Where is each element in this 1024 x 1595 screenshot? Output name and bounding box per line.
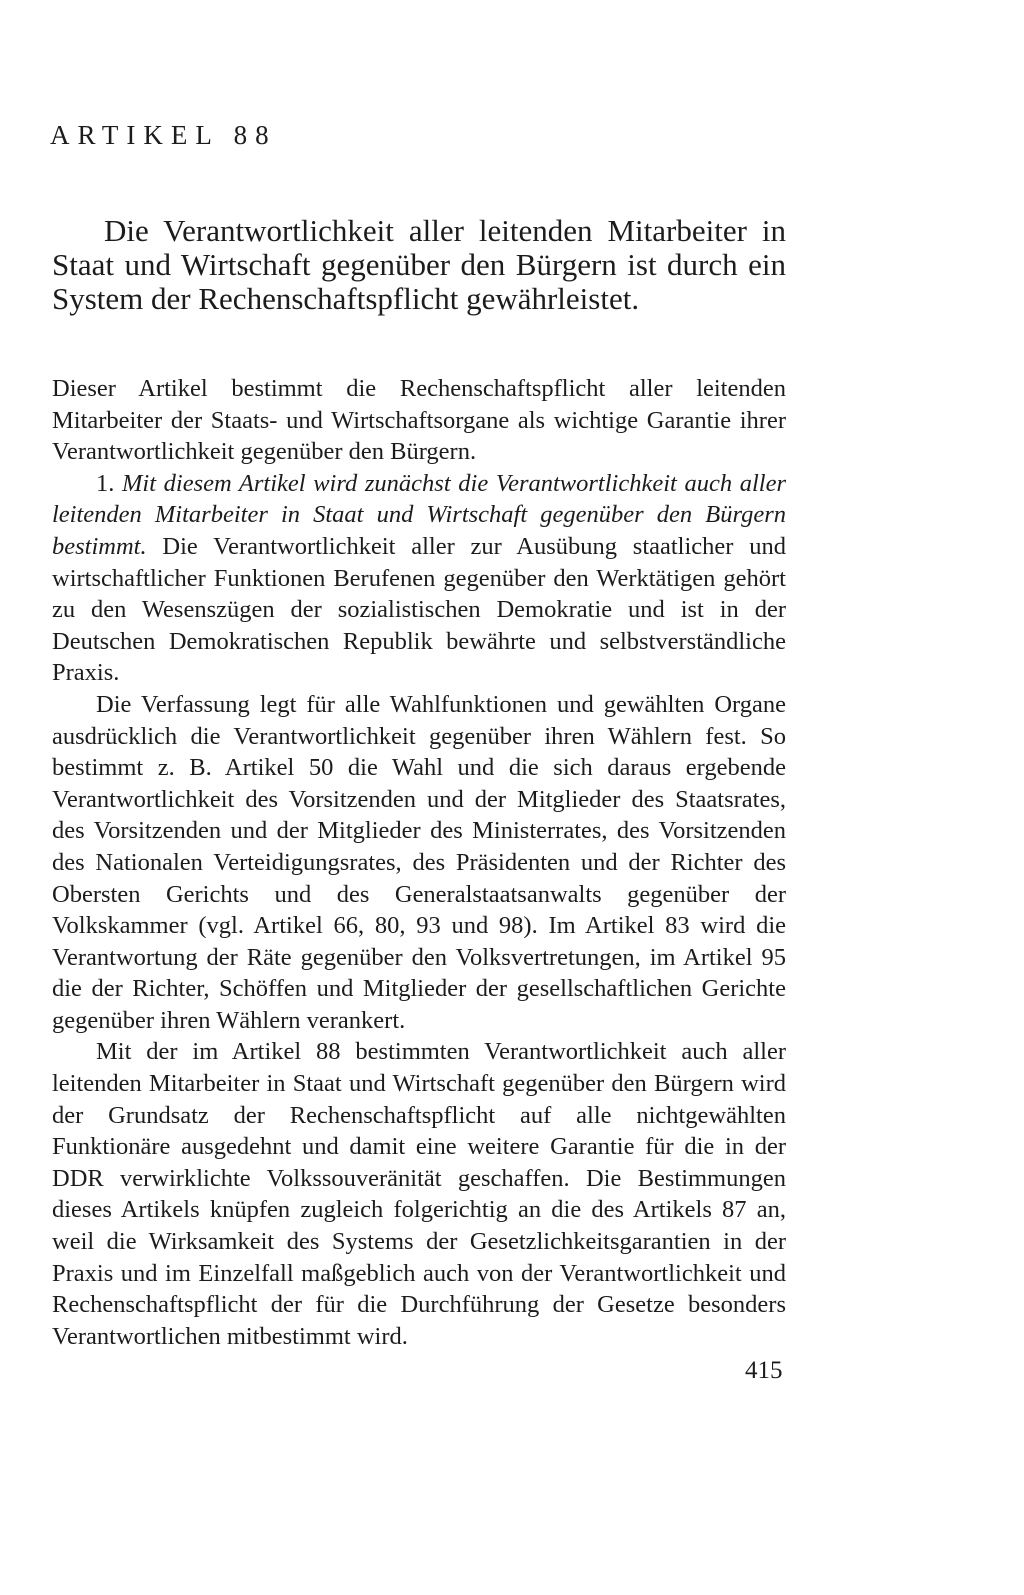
article-text: Die Verantwortlichkeit aller leitenden Mitarbeiter in Staat und Wirtschaft gegenüber den Bürgern ist durch ein System der Rechenschaftspflicht gewährleistet. [52,213,786,316]
emphasized-sentence: Mit diesem Artikel wird zunächst die Verantwortlichkeit auch aller leitenden Mitarbeiter in Staat und Wirtschaft gegenüber den Bürgern bestimmt. [52,469,786,560]
commentary-paragraph-3: Mit der im Artikel 88 bestimmten Verantwortlichkeit auch aller leitenden Mitarbeiter in Staat und Wirtschaft gegenüber den Bürgern wird der Grundsatz der Rechenschaftspflicht auf alle nichtgewählten Funktionäre ausgedehnt und damit eine weitere Garantie für die in der DDR verwirklichte Volkssouveränität geschaffen. Die Bestimmungen dieses Artikels knüpfen zugleich folgerichtig an die des Artikels 87 an, weil die Wirksamkeit des Systems der Gesetzlichkeitsgarantien in der Praxis und im Einzelfall maßgeblich auch von der Verantwortlichkeit und Rechenschaftspflicht der für die Durchführung der Gesetze besonders Verantwortlichen mitbestimmt wird. [52,1038,786,1350]
paragraph-1-text: Die Verantwortlichkeit aller zur Ausübung staatlicher und wirtschaftlicher Funktionen Berufenen gegenüber den Werktätigen gehört zu den Wesenszügen der sozialistischen Demokratie und ist in der Deutschen Demokratischen Republik bewährte und selbstverständliche Praxis. [52,532,787,687]
commentary [52,373,786,1352]
commentary-intro: Dieser Artikel bestimmt die Rechenschaftspflicht aller leitenden Mitarbeiter der Staats- und Wirtschaftsorgane als wichtige Garantie ihrer Verantwortlichkeit gegenüber den Bürgern. [52,375,786,466]
paragraph-number: 1. [96,469,115,497]
commentary-paragraph-2: Die Verfassung legt für alle Wahlfunktionen und gewählten Organe ausdrücklich die Verantwortlichkeit gegenüber ihren Wählern fest. So bestimmt z. B. Artikel 50 die Wahl und die sich daraus ergebende Verantwortlichkeit des Vorsitzenden und der Mitglieder des Staatsrates, des Vorsitzenden und der Mitglieder des Ministerrates, des Vorsitzenden des Nationalen Verteidigungsrates, des Präsidenten und der Richter des Obersten Gerichts und des Generalstaatsanwalts gegenüber der Volkskammer (vgl. Artikel 66, 80, 93 und 98). Im Artikel 83 wird die Verantwortung der Räte gegenüber den Volksvertretungen, im Artikel 95 die der Richter, Schöffen und Mitglieder der gesellschaftlichen Gerichte gegenüber ihren Wählern verankert. [52,690,786,1034]
article-heading: ARTIKEL 88 [50,120,277,150]
commentary-paragraph-1 [52,468,786,689]
page-number: 415 [745,1357,783,1384]
